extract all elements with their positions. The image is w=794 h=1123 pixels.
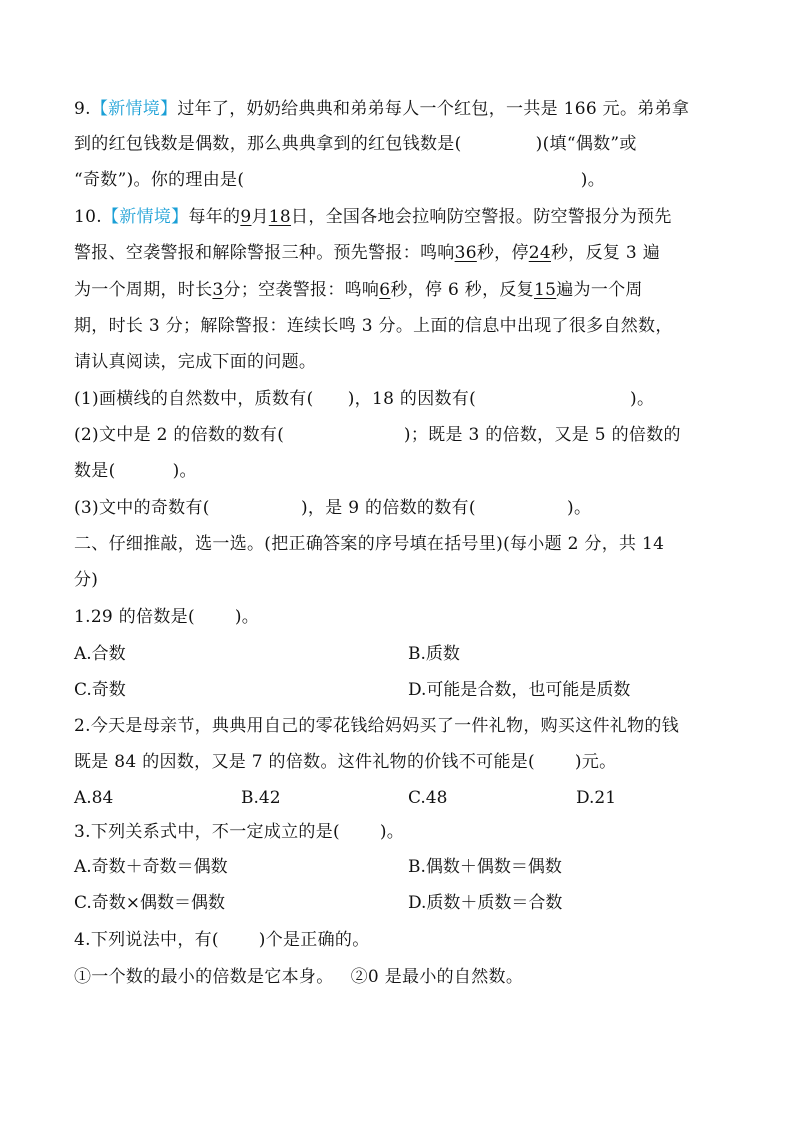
section-2-heading-cont: 分) [74,570,99,590]
mc2-stem-2: 既是 84 的因数，又是 7 的倍数。这件礼物的价钱不可能是( )元。 [74,752,617,772]
mc3-option-c: C.奇数×偶数＝偶数 [74,893,226,913]
underlined-number: 24 [528,243,551,263]
mc2-option-a: A.84 [74,788,114,808]
q10-line-3 [74,278,643,302]
q10-sub-2-cont: 数是( )。 [74,461,197,481]
mc4-stem: 4.下列说法中，有( )个是正确的。 [74,930,370,950]
q10-number: 10. [74,207,102,227]
underlined-number: 9 [240,207,252,227]
q10-sub-3: (3)文中的奇数有( )，是 9 的倍数的数有( )。 [74,498,592,518]
q10-line-2 [74,241,660,265]
q9-line-1 [74,97,689,121]
underlined-number: 3 [212,280,224,300]
q10-text: 遍为一个周 [556,280,643,300]
q10-text: 秒，停 [476,243,529,263]
mc1-option-d: D.可能是合数，也可能是质数 [408,680,631,700]
q10-text: 日，全国各地会拉响防空警报。防空警报分为预先 [291,207,672,227]
mc1-option-c: C.奇数 [74,680,126,700]
underlined-number: 6 [379,280,391,300]
mc4-statements: ①一个数的最小的倍数是它本身。 ②0 是最小的自然数。 [74,967,524,987]
underlined-number: 15 [533,280,557,300]
q10-line-5: 请认真阅读，完成下面的问题。 [74,352,317,372]
mc2-option-b: B.42 [241,788,281,808]
q9-line-3: “奇数”)。你的理由是( )。 [74,170,606,190]
q9-number: 9. [74,99,91,119]
q9-text-1: 过年了，奶奶给典典和弟弟每人一个红包，一共是 166 元。弟弟拿 [177,99,690,119]
q10-sub-1: (1)画横线的自然数中，质数有( )，18 的因数有( )。 [74,389,655,409]
section-2-heading: 二、仔细推敲，选一选。(把正确答案的序号填在括号里)(每小题 2 分，共 14 [74,534,665,554]
mc1-option-b: B.质数 [408,644,460,664]
q10-text: 分；空袭警报：鸣响 [223,280,380,300]
q10-context-tag: 【新情境】 [101,207,189,227]
underlined-number: 18 [268,207,292,227]
q10-sub-2: (2)文中是 2 的倍数的数有( )；既是 3 的倍数，又是 5 的倍数的 [74,425,681,445]
q10-text: 为一个周期，时长 [74,280,213,300]
mc3-option-a: A.奇数＋奇数＝偶数 [74,857,228,877]
q10-line-1 [74,205,672,229]
underlined-number: 36 [454,243,477,263]
mc2-option-c: C.48 [408,788,448,808]
q10-text: 警报、空袭警报和解除警报三种。预先警报：鸣响 [74,243,455,263]
q10-text: 月 [251,207,269,227]
mc2-option-d: D.21 [576,788,617,808]
q10-text: 秒，停 6 秒，反复 [390,280,534,300]
mc1-option-a: A.合数 [74,644,126,664]
mc3-option-d: D.质数＋质数＝合数 [408,893,563,913]
q10-text: 秒，反复 3 遍 [550,243,661,263]
mc1-stem: 1.29 的倍数是( )。 [74,607,260,627]
q10-text: 每年的 [188,207,241,227]
q10-line-4: 期，时长 3 分；解除警报：连续长鸣 3 分。上面的信息中出现了很多自然数， [74,316,673,336]
q9-line-2: 到的红包钱数是偶数，那么典典拿到的红包钱数是( )(填“偶数”或 [74,134,637,154]
mc2-stem-1: 2.今天是母亲节，典典用自己的零花钱给妈妈买了一件礼物，购买这件礼物的钱 [74,716,680,736]
q9-context-tag: 【新情境】 [90,99,178,119]
mc3-option-b: B.偶数＋偶数＝偶数 [408,857,562,877]
mc3-stem: 3.下列关系式中，不一定成立的是( )。 [74,822,405,842]
